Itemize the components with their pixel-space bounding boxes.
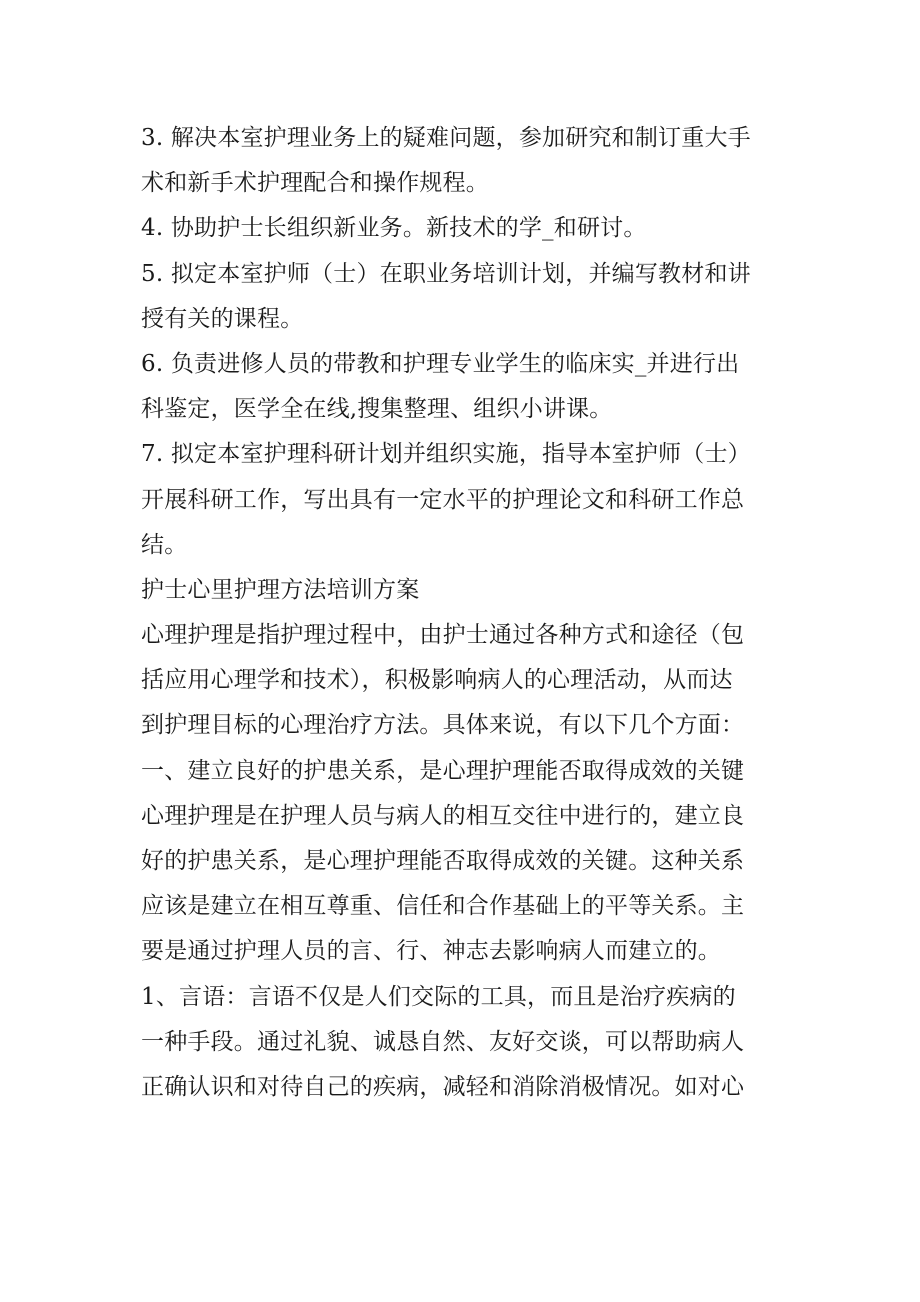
text-line: 到护理目标的心理治疗方法。具体来说，有以下几个方面： — [141, 712, 745, 739]
text-line: 括应用心理学和技术），积极影响病人的心理活动，从而达 — [141, 667, 733, 694]
text-line: 5. 拟定本室护师（士）在职业务培训计划，并编写教材和讲 — [141, 260, 751, 287]
text-line: 科鉴定，医学全在线,搜集整理、组织小讲课。 — [141, 396, 613, 423]
text-line: 1、言语：言语不仅是人们交际的工具，而且是治疗疾病的 — [141, 983, 736, 1010]
text-line: 3. 解决本室护理业务上的疑难问题，参加研究和制订重大手 — [141, 125, 751, 151]
text-line: 4. 协助护士长组织新业务。新技术的学_和研讨。 — [141, 215, 647, 242]
text-line: 一种手段。通过礼貌、诚恳自然、友好交谈，可以帮助病人 — [141, 1028, 745, 1055]
text-line: 心理护理是在护理人员与病人的相互交往中进行的，建立良 — [141, 802, 745, 829]
section-heading: 护士心里护理方法培训方案 — [141, 576, 420, 603]
text-line: 6. 负责进修人员的带教和护理专业学生的临床实_并进行出 — [141, 350, 740, 377]
text-line: 术和新手术护理配合和操作规程。 — [141, 170, 489, 197]
subsection-heading: 一、建立良好的护患关系，是心理护理能否取得成效的关键 — [141, 757, 745, 784]
text-line: 授有关的课程。 — [141, 305, 304, 332]
text-line: 正确认识和对待自己的疾病，减轻和消除消极情况。如对心 — [141, 1073, 745, 1100]
text-line: 开展科研工作，写出具有一定水平的护理论文和科研工作总 — [141, 486, 745, 513]
text-line: 结。 — [141, 531, 188, 558]
text-line: 要是通过护理人员的言、行、神志去影响病人而建立的。 — [141, 938, 721, 965]
text-line: 应该是建立在相互尊重、信任和合作基础上的平等关系。主 — [141, 893, 745, 920]
text-line: 7. 拟定本室护理科研计划并组织实施，指导本室护师（士） — [141, 441, 751, 468]
text-line: 心理护理是指护理过程中，由护士通过各种方式和途径（包 — [141, 622, 745, 649]
document-body — [141, 116, 783, 1110]
text-line: 好的护患关系，是心理护理能否取得成效的关键。这种关系 — [141, 848, 745, 874]
